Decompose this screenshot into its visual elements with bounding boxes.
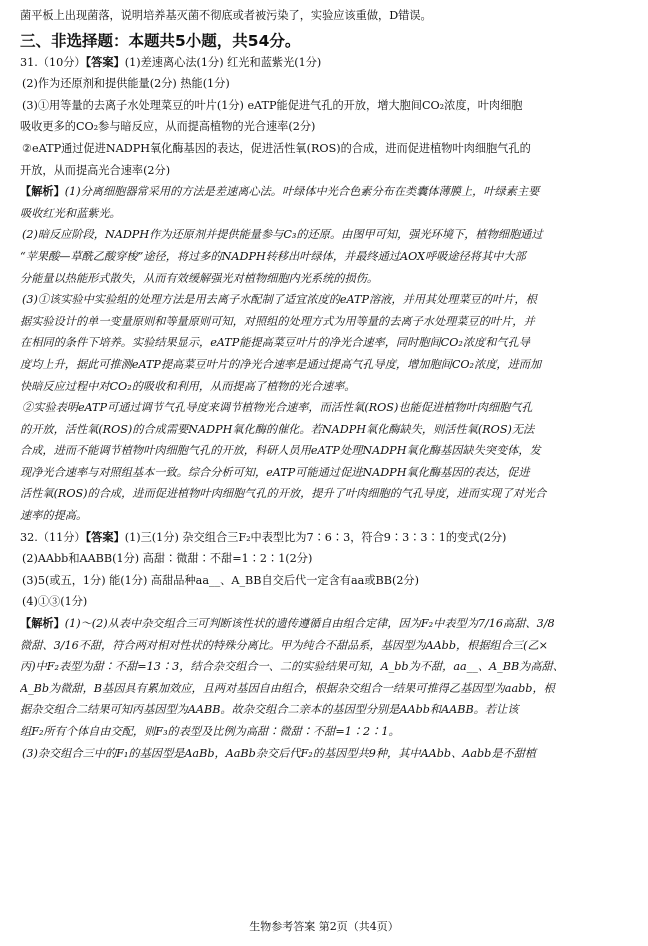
answer-line: (2)AAbb和AABB(1分) 高甜∶微甜∶不甜=1∶2∶1(2分) (22, 552, 313, 566)
answer-line: 吸收更多的CO₂参与暗反应，从而提高植物的光合速率(2分) (20, 120, 316, 134)
answer-label: 【答案】 (85, 530, 125, 544)
text-line: 菌平板上出现菌落，说明培养基灭菌不彻底或者被污染了，实验应该重做，D错误。 (20, 9, 432, 22)
answer-line: (3)5(或五，1分) 能(1分) 高甜品种aa__、A_BB自交后代一定含有aa或BB(2分) (22, 573, 419, 587)
analysis-line: (2)暗反应阶段，NADPH作为还原剂并提供能量参与C₃的还原。由图甲可知，强光环境下，植物细胞通过 (22, 228, 543, 242)
answer-line: (3)①用等量的去离子水处理菜豆的叶片(1分) eATP能促进气孔的开放，增大胞间CO₂浓度，叶肉细胞 (22, 98, 523, 112)
question-31-line (20, 55, 630, 71)
analysis-label: 【解析】 (20, 617, 65, 631)
question-number: 31.（10分） (20, 55, 86, 69)
analysis-line (20, 616, 630, 632)
analysis-line: 的开放，活性氧(ROS)的合成需要NADPH氧化酶的催化。若NADPH氧化酶缺失，则活性氧(ROS)无法 (20, 422, 535, 436)
analysis-line: 据杂交组合二结果可知丙基因型为AABB。故杂交组合二亲本的基因型分别是AAbb和AABB。若让该 (20, 703, 519, 717)
answer-line: 开放，从而提高光合速率(2分) (20, 163, 171, 177)
analysis-line: “苹果酸—草酰乙酸穿梭”途径，将过多的NADPH转移出叶绿体，并最终通过AOX呼吸途径将其中大部 (20, 249, 526, 263)
question-32-line (20, 530, 630, 546)
analysis-line: 吸收红光和蓝紫光。 (20, 206, 121, 220)
analysis-line: 现净光合速率与对照组基本一致。综合分析可知，eATP可能通过促进NADPH氧化酶基因的表达，促进 (20, 465, 530, 479)
analysis-line (20, 184, 630, 200)
analysis-line: 在相同的条件下培养。实验结果显示，eATP能提高菜豆叶片的净光合速率，同时胞间CO₂浓度和气孔导 (20, 336, 530, 350)
analysis-line: (3)杂交组合三中的F₁的基因型是AaBb，AaBb杂交后代F₂的基因型共9种，其中AAbb、Aabb是不甜植 (22, 746, 537, 760)
analysis-line: 活性氧(ROS)的合成，进而促进植物叶肉细胞气孔的开放，提升了叶肉细胞的气孔导度，进而实现了对光合 (20, 487, 547, 501)
analysis-text: (1)分离细胞器常采用的方法是差速离心法。叶绿体中光合色素分布在类囊体薄膜上，叶绿素主要 (64, 185, 540, 199)
answer-text: (1)差速离心法(1分) 红光和蓝紫光(1分) (124, 55, 322, 69)
answer-label: 【答案】 (85, 55, 125, 69)
answer-text: (1)三(1分) 杂交组合三F₂中表型比为7∶6∶3，符合9∶3∶3∶1的变式(2分) (124, 530, 507, 544)
analysis-line: 速率的提高。 (20, 509, 88, 523)
analysis-line: A_Bb为微甜，B基因具有累加效应，且两对基因自由组合，根据杂交组合一结果可推得乙基因型为aabb，根 (20, 681, 555, 695)
page-footer: 生物参考答案 第2页（共4页） (249, 920, 399, 933)
analysis-line: 微甜、3/16不甜，符合两对相对性状的特殊分离比。甲为纯合不甜品系，基因型为AAbb，根据组合三(乙× (20, 638, 549, 652)
analysis-line: 度均上升，据此可推测eATP提高菜豆叶片的净光合速率是通过提高气孔导度，增加胞间CO₂浓度，进而加 (20, 357, 542, 371)
analysis-label: 【解析】 (20, 185, 65, 199)
analysis-line: 快暗反应过程中对CO₂的吸收和利用，从而提高了植物的光合速率。 (20, 379, 356, 393)
analysis-line: 分能量以热能形式散失，从而有效缓解强光对植物细胞内光系统的损伤。 (20, 271, 379, 285)
question-number: 32.（11分） (20, 530, 86, 544)
analysis-text: (1)～(2)从表中杂交组合三可判断该性状的遗传遵循自由组合定律，因为F₂中表型为7/16高甜、3/8 (64, 617, 555, 631)
analysis-line: 合成，进而不能调节植物叶肉细胞气孔的开放，科研人员用eATP处理NADPH氧化酶基因缺失突变体，发 (20, 444, 541, 458)
analysis-line: 据实验设计的单一变量原则和等量原则可知，对照组的处理方式为用等量的去离子水处理菜豆的叶片，并 (20, 314, 535, 328)
answer-line: ②eATP通过促进NADPH氧化酶基因的表达，促进活性氧(ROS)的合成，进而促进植物叶肉细胞气孔的 (22, 141, 531, 155)
analysis-line: 丙)中F₂表型为甜∶不甜=13∶3，结合杂交组合一、二的实验结果可知，A_bb为不甜，aa__、A_BB为高甜、 (20, 660, 564, 674)
answer-line: (4)①③(1分) (22, 595, 88, 609)
analysis-line: (3)①该实验中实验组的处理方法是用去离子水配制了适宜浓度的eATP溶液，并用其处理菜豆的叶片，根 (22, 293, 537, 307)
analysis-line: ②实验表明eATP可通过调节气孔导度来调节植物光合速率，而活性氧(ROS)也能促进植物叶肉细胞气孔 (22, 401, 533, 415)
section-heading: 三、非选择题：本题共5小题，共54分。 (20, 31, 301, 50)
analysis-line: 组F₂所有个体自由交配，则F₃的表型及比例为高甜∶微甜∶不甜=1∶2∶1。 (20, 725, 400, 738)
answer-line: (2)作为还原剂和提供能量(2分) 热能(1分) (22, 77, 230, 91)
